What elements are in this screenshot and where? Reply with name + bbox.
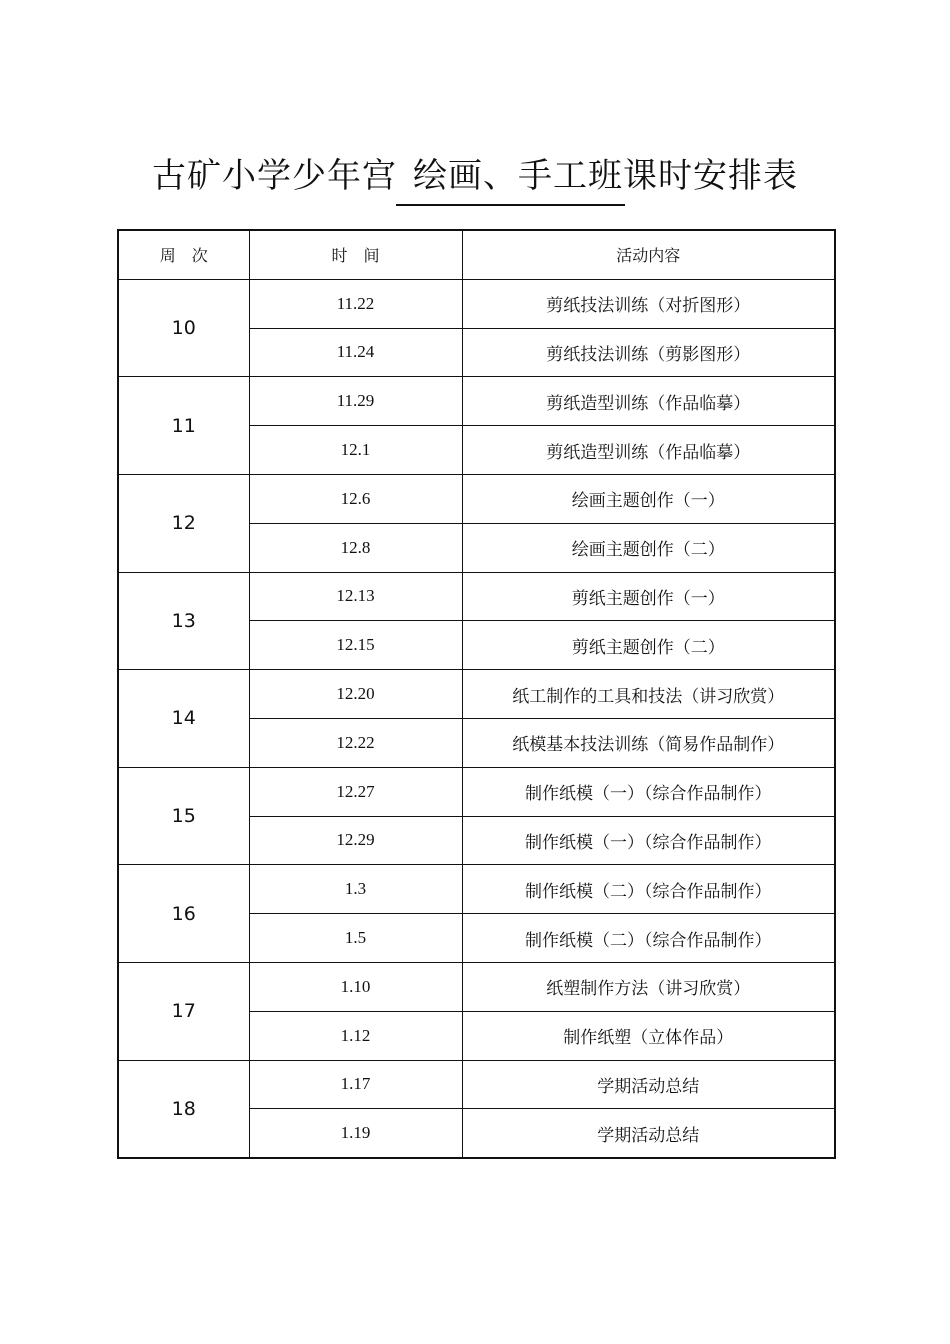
session-activity: 剪纸造型训练（作品临摹） bbox=[462, 426, 835, 475]
week-number: 14 bbox=[118, 670, 249, 768]
week-number: 17 bbox=[118, 962, 249, 1060]
session-date: 12.27 bbox=[249, 767, 462, 816]
session-activity: 剪纸主题创作（一） bbox=[462, 572, 835, 621]
session-date: 12.8 bbox=[249, 523, 462, 572]
session-activity: 剪纸主题创作（二） bbox=[462, 621, 835, 670]
session-date: 1.19 bbox=[249, 1109, 462, 1158]
header-row bbox=[118, 230, 835, 279]
header-content: 活动内容 bbox=[462, 230, 835, 279]
session-activity: 剪纸技法训练（对折图形） bbox=[462, 279, 835, 328]
week-number: 13 bbox=[118, 572, 249, 670]
session-date: 12.22 bbox=[249, 718, 462, 767]
table-row bbox=[118, 474, 835, 523]
session-activity: 制作纸模（二）（综合作品制作） bbox=[462, 914, 835, 963]
header-week: 周 次 bbox=[118, 230, 249, 279]
week-number: 16 bbox=[118, 865, 249, 963]
week-number: 15 bbox=[118, 767, 249, 865]
title-underline bbox=[396, 204, 625, 206]
session-date: 12.13 bbox=[249, 572, 462, 621]
table-row bbox=[118, 572, 835, 621]
session-date: 1.5 bbox=[249, 914, 462, 963]
session-date: 1.10 bbox=[249, 962, 462, 1011]
session-activity: 绘画主题创作（一） bbox=[462, 474, 835, 523]
session-date: 1.3 bbox=[249, 865, 462, 914]
session-activity: 制作纸塑（立体作品） bbox=[462, 1011, 835, 1060]
table-row bbox=[118, 962, 835, 1011]
session-date: 12.15 bbox=[249, 621, 462, 670]
session-activity: 学期活动总结 bbox=[462, 1060, 835, 1109]
table-row bbox=[118, 1060, 835, 1109]
session-date: 11.22 bbox=[249, 279, 462, 328]
title-school: 古矿小学少年宫 bbox=[152, 156, 397, 196]
week-number: 12 bbox=[118, 474, 249, 572]
table-row bbox=[118, 767, 835, 816]
session-date: 11.24 bbox=[249, 328, 462, 377]
session-date: 12.20 bbox=[249, 670, 462, 719]
week-number: 10 bbox=[118, 279, 249, 377]
session-activity: 纸模基本技法训练（简易作品制作） bbox=[462, 718, 835, 767]
session-date: 11.29 bbox=[249, 377, 462, 426]
session-activity: 纸塑制作方法（讲习欣赏） bbox=[462, 962, 835, 1011]
table-row bbox=[118, 670, 835, 719]
session-date: 12.29 bbox=[249, 816, 462, 865]
table-row bbox=[118, 377, 835, 426]
session-date: 12.6 bbox=[249, 474, 462, 523]
session-activity: 制作纸模（一）（综合作品制作） bbox=[462, 816, 835, 865]
session-activity: 纸工制作的工具和技法（讲习欣赏） bbox=[462, 670, 835, 719]
title-course: 绘画、手工班课时安排表 bbox=[413, 156, 798, 196]
page-title bbox=[0, 148, 950, 197]
week-number: 18 bbox=[118, 1060, 249, 1158]
session-activity: 剪纸技法训练（剪影图形） bbox=[462, 328, 835, 377]
session-activity: 制作纸模（一）（综合作品制作） bbox=[462, 767, 835, 816]
session-date: 12.1 bbox=[249, 426, 462, 475]
session-activity: 绘画主题创作（二） bbox=[462, 523, 835, 572]
week-number: 11 bbox=[118, 377, 249, 475]
table-row bbox=[118, 279, 835, 328]
session-activity: 制作纸模（二）（综合作品制作） bbox=[462, 865, 835, 914]
schedule-table bbox=[117, 229, 836, 1159]
session-date: 1.17 bbox=[249, 1060, 462, 1109]
session-activity: 剪纸造型训练（作品临摹） bbox=[462, 377, 835, 426]
session-date: 1.12 bbox=[249, 1011, 462, 1060]
header-time: 时 间 bbox=[249, 230, 462, 279]
session-activity: 学期活动总结 bbox=[462, 1109, 835, 1158]
table-row bbox=[118, 865, 835, 914]
schedule-body bbox=[118, 279, 835, 1158]
